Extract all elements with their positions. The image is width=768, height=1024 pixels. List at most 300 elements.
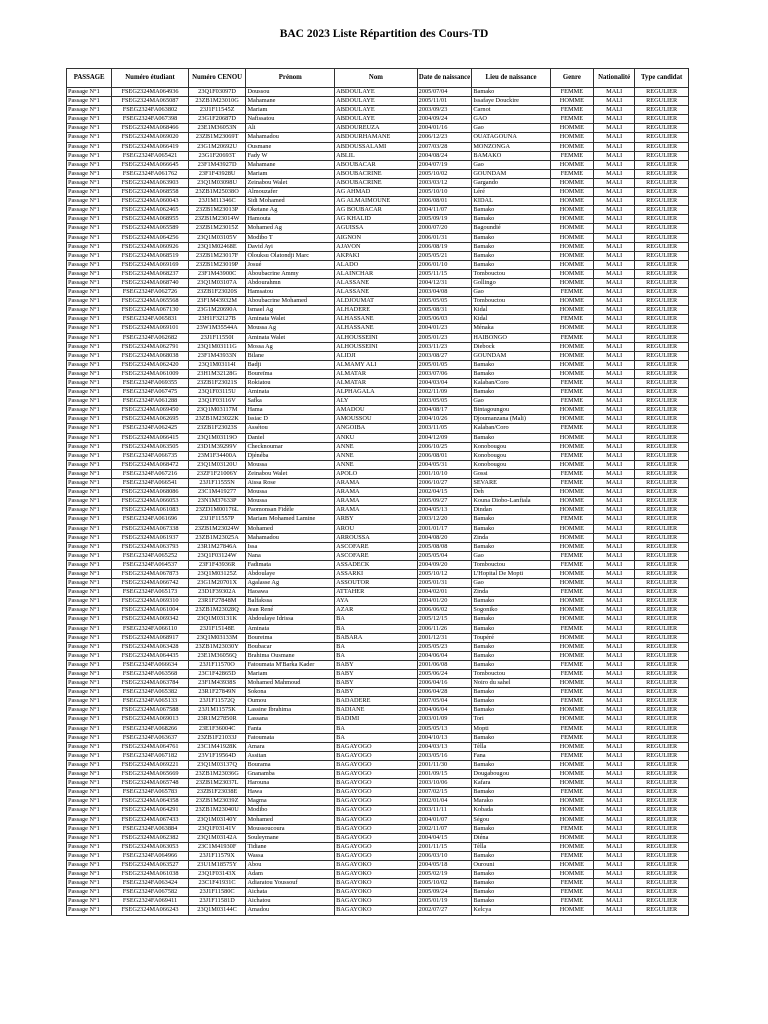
birth-date-cell: 2004/01/20 [417, 597, 472, 606]
birth-date-cell: 2005/09/27 [417, 497, 472, 506]
nationality-cell: MALI [594, 169, 635, 178]
last-name-cell: ALPHAGALA [335, 388, 418, 397]
student-number-cell: FSEG2324FA065783 [112, 788, 188, 797]
nationality-cell: MALI [594, 133, 635, 142]
birth-place-cell: Bamako [472, 242, 550, 251]
nationality-cell: MALI [594, 824, 635, 833]
birth-place-cell: Bamako [472, 388, 550, 397]
gender-cell: FEMME [550, 169, 593, 178]
last-name-cell: ALMATAR [335, 379, 418, 388]
passage-cell: Passage N°1 [67, 233, 112, 242]
birth-date-cell: 2005/05/04 [417, 551, 472, 560]
nationality-cell: MALI [594, 288, 635, 297]
table-row [67, 188, 689, 197]
passage-cell: Passage N°1 [67, 388, 112, 397]
student-number-cell: FSEG2324MA062420 [112, 360, 188, 369]
nationality-cell: MALI [594, 215, 635, 224]
candidate-type-cell: REGULIER [635, 415, 689, 424]
nationality-cell: MALI [594, 788, 635, 797]
nationality-cell: MALI [594, 397, 635, 406]
nationality-cell: MALI [594, 706, 635, 715]
candidate-type-cell: REGULIER [635, 679, 689, 688]
birth-date-cell: 2004/01/16 [417, 124, 472, 133]
gender-cell: HOMME [550, 233, 593, 242]
first-name-cell: Moussa Ag [246, 324, 335, 333]
student-number-cell: FSEG2324MA069342 [112, 615, 188, 624]
last-name-cell: AG KHALID [335, 215, 418, 224]
student-number-cell: FSEG2324MA065589 [112, 224, 188, 233]
table-row [67, 588, 689, 597]
gender-cell: HOMME [550, 97, 593, 106]
gender-cell: FEMME [550, 551, 593, 560]
candidate-type-cell: REGULIER [635, 351, 689, 360]
passage-cell: Passage N°1 [67, 324, 112, 333]
table-row [67, 251, 689, 260]
gender-cell: HOMME [550, 779, 593, 788]
gender-cell: FEMME [550, 751, 593, 760]
birth-place-cell: Bamako [472, 688, 550, 697]
cenou-number-cell: 23Q1M03120U [188, 460, 246, 469]
last-name-cell: BABARA [335, 633, 418, 642]
birth-date-cell: 2005/09/19 [417, 215, 472, 224]
passage-cell: Passage N°1 [67, 460, 112, 469]
cenou-number-cell: 23ZB1M23024W [188, 524, 246, 533]
passage-cell: Passage N°1 [67, 451, 112, 460]
last-name-cell: BAGAYOKO [335, 860, 418, 869]
student-number-cell: FSEG2324FA067182 [112, 751, 188, 760]
last-name-cell: BAGAYOKO [335, 870, 418, 879]
last-name-cell: ARAMA [335, 497, 418, 506]
cenou-number-cell: 23R1F27848M [188, 597, 246, 606]
nationality-cell: MALI [594, 715, 635, 724]
cenou-number-cell: 23J1F11581D [188, 897, 246, 906]
birth-place-cell: Bamako [472, 88, 550, 97]
passage-cell: Passage N°1 [67, 297, 112, 306]
student-number-cell: FSEG2324FA067475 [112, 388, 188, 397]
birth-place-cell: Zinda [472, 533, 550, 542]
birth-date-cell: 2003/05/16 [417, 751, 472, 760]
first-name-cell: Boureïma [246, 369, 335, 378]
first-name-cell: Checknoumar [246, 442, 335, 451]
birth-place-cell: Gao [472, 160, 550, 169]
nationality-cell: MALI [594, 542, 635, 551]
passage-cell: Passage N°1 [67, 242, 112, 251]
table-row [67, 342, 689, 351]
gender-cell: FEMME [550, 897, 593, 906]
passage-cell: Passage N°1 [67, 315, 112, 324]
birth-date-cell: 2004/05/13 [417, 506, 472, 515]
first-name-cell: Mahamadou [246, 533, 335, 542]
nationality-cell: MALI [594, 224, 635, 233]
candidate-type-cell: REGULIER [635, 342, 689, 351]
candidate-type-cell: REGULIER [635, 88, 689, 97]
last-name-cell: ALASSANE [335, 278, 418, 287]
candidate-type-cell: REGULIER [635, 369, 689, 378]
gender-cell: FEMME [550, 824, 593, 833]
birth-date-cell: 2003/04/08 [417, 288, 472, 297]
candidate-type-cell: REGULIER [635, 197, 689, 206]
nationality-cell: MALI [594, 324, 635, 333]
cenou-number-cell: 23W1M35544A [188, 324, 246, 333]
candidate-type-cell: REGULIER [635, 579, 689, 588]
candidate-type-cell: REGULIER [635, 788, 689, 797]
candidate-type-cell: REGULIER [635, 506, 689, 515]
passage-cell: Passage N°1 [67, 788, 112, 797]
passage-cell: Passage N°1 [67, 615, 112, 624]
table-row [67, 369, 689, 378]
last-name-cell: ATTAHER [335, 588, 418, 597]
gender-cell: HOMME [550, 269, 593, 278]
cenou-number-cell: 23F1M43938S [188, 679, 246, 688]
student-number-cell: FSEG2324FA063424 [112, 879, 188, 888]
gender-cell: HOMME [550, 833, 593, 842]
passage-cell: Passage N°1 [67, 278, 112, 287]
candidate-type-cell: REGULIER [635, 533, 689, 542]
birth-place-cell: Dougabougou [472, 770, 550, 779]
table-row [67, 506, 689, 515]
candidate-type-cell: REGULIER [635, 142, 689, 151]
nationality-cell: MALI [594, 697, 635, 706]
passage-cell: Passage N°1 [67, 206, 112, 215]
gender-cell: HOMME [550, 715, 593, 724]
birth-date-cell: 2004/08/17 [417, 406, 472, 415]
last-name-cell: BA [335, 651, 418, 660]
candidate-type-cell: REGULIER [635, 397, 689, 406]
gender-cell: FEMME [550, 315, 593, 324]
birth-place-cell: GAO [472, 115, 550, 124]
first-name-cell: Bilane [246, 351, 335, 360]
birth-place-cell: Gao [472, 579, 550, 588]
student-number-cell: FSEG2324MA063784 [112, 679, 188, 688]
table-row [67, 406, 689, 415]
last-name-cell: ANKU [335, 433, 418, 442]
table-row [67, 670, 689, 679]
birth-place-cell: Ménaka [472, 324, 550, 333]
table-row [67, 379, 689, 388]
last-name-cell: APOLO [335, 469, 418, 478]
birth-date-cell: 2005/06/24 [417, 670, 472, 679]
cenou-number-cell: 23Q1F03115U [188, 388, 246, 397]
last-name-cell: ALADO [335, 260, 418, 269]
birth-place-cell: Bamako [472, 524, 550, 533]
nationality-cell: MALI [594, 506, 635, 515]
passage-cell: Passage N°1 [67, 160, 112, 169]
nationality-cell: MALI [594, 624, 635, 633]
passage-cell: Passage N°1 [67, 651, 112, 660]
birth-place-cell: Gao [472, 124, 550, 133]
last-name-cell: ALHOUSSEINI [335, 333, 418, 342]
nationality-cell: MALI [594, 460, 635, 469]
first-name-cell: Aboubacrine Mohamed [246, 297, 335, 306]
candidate-type-cell: REGULIER [635, 260, 689, 269]
student-number-cell: FSEG2324MA062695 [112, 415, 188, 424]
nationality-cell: MALI [594, 806, 635, 815]
gender-cell: FEMME [550, 469, 593, 478]
birth-date-cell: 2001/11/15 [417, 842, 472, 851]
nationality-cell: MALI [594, 151, 635, 160]
last-name-cell: BAGAYOGO [335, 806, 418, 815]
last-name-cell: BABY [335, 670, 418, 679]
first-name-cell: Mohamed [246, 524, 335, 533]
passage-cell: Passage N°1 [67, 706, 112, 715]
last-name-cell: ANNE [335, 451, 418, 460]
cenou-number-cell: 23J1F11557P [188, 515, 246, 524]
first-name-cell: Badji [246, 360, 335, 369]
nationality-cell: MALI [594, 124, 635, 133]
candidate-type-cell: REGULIER [635, 670, 689, 679]
nationality-cell: MALI [594, 488, 635, 497]
gender-cell: FEMME [550, 424, 593, 433]
gender-cell: HOMME [550, 160, 593, 169]
col-header-numero-cenou: Numéro CENOU [188, 69, 246, 88]
last-name-cell: ASCOFARE [335, 551, 418, 560]
cenou-number-cell: 23Q1M03111G [188, 342, 246, 351]
candidate-type-cell: REGULIER [635, 115, 689, 124]
birth-date-cell: 2004/12/09 [417, 433, 472, 442]
passage-cell: Passage N°1 [67, 897, 112, 906]
candidate-type-cell: REGULIER [635, 588, 689, 597]
birth-date-cell: 2005/05/21 [417, 251, 472, 260]
student-number-cell: FSEG2324FA066110 [112, 624, 188, 633]
last-name-cell: ALHOUSSEINI [335, 342, 418, 351]
table-row [67, 679, 689, 688]
cenou-number-cell: 23F1M43900C [188, 269, 246, 278]
candidate-type-cell: REGULIER [635, 133, 689, 142]
table-row [67, 315, 689, 324]
table-row [67, 115, 689, 124]
birth-place-cell: Tombouctou [472, 670, 550, 679]
passage-cell: Passage N°1 [67, 579, 112, 588]
gender-cell: HOMME [550, 642, 593, 651]
table-row [67, 224, 689, 233]
cenou-number-cell: 23E1M36053N [188, 124, 246, 133]
table-row [67, 560, 689, 569]
col-header-lieu-naissance: Lieu de naissance [472, 69, 550, 88]
birth-date-cell: 2003/11/11 [417, 806, 472, 815]
last-name-cell: BAGAYOGO [335, 788, 418, 797]
last-name-cell: ABDOUREUZA [335, 124, 418, 133]
cenou-number-cell: 23R1F27849N [188, 688, 246, 697]
table-row [67, 351, 689, 360]
cenou-number-cell: 23C1M419277 [188, 488, 246, 497]
gender-cell: FEMME [550, 515, 593, 524]
first-name-cell: Jean René [246, 606, 335, 615]
birth-place-cell: Bamako [472, 888, 550, 897]
candidate-type-cell: REGULIER [635, 724, 689, 733]
birth-place-cell: Tombouctou [472, 269, 550, 278]
last-name-cell: ALASSANE [335, 288, 418, 297]
birth-date-cell: 2002/11/07 [417, 824, 472, 833]
student-number-cell: FSEG2324MA066419 [112, 142, 188, 151]
candidate-type-cell: REGULIER [635, 251, 689, 260]
birth-place-cell: Tèlla [472, 742, 550, 751]
table-row [67, 797, 689, 806]
student-number-cell: FSEG2324MA068237 [112, 269, 188, 278]
birth-place-cell: L'Hopital De Mopti [472, 569, 550, 578]
birth-date-cell: 2004/05/31 [417, 460, 472, 469]
last-name-cell: ALMAMY ALI [335, 360, 418, 369]
birth-place-cell: Bamako [472, 642, 550, 651]
candidate-type-cell: REGULIER [635, 551, 689, 560]
birth-date-cell: 2006/06/02 [417, 606, 472, 615]
last-name-cell: ABOUBACAR [335, 160, 418, 169]
candidate-type-cell: REGULIER [635, 770, 689, 779]
student-number-cell: FSEG2324FA065252 [112, 551, 188, 560]
first-name-cell: Brahima Ousmane [246, 651, 335, 660]
passage-cell: Passage N°1 [67, 642, 112, 651]
first-name-cell: Mohamed Mahmoud [246, 679, 335, 688]
nationality-cell: MALI [594, 524, 635, 533]
passage-cell: Passage N°1 [67, 397, 112, 406]
birth-date-cell: 2004/06/04 [417, 706, 472, 715]
nationality-cell: MALI [594, 278, 635, 287]
first-name-cell: Fanta [246, 724, 335, 733]
passage-cell: Passage N°1 [67, 851, 112, 860]
nationality-cell: MALI [594, 424, 635, 433]
first-name-cell: Bourama [246, 760, 335, 769]
first-name-cell: Aissa Rose [246, 479, 335, 488]
cenou-number-cell: 23ZB1M23030Y [188, 642, 246, 651]
table-row [67, 724, 689, 733]
nationality-cell: MALI [594, 633, 635, 642]
gender-cell: HOMME [550, 742, 593, 751]
table-row [67, 360, 689, 369]
nationality-cell: MALI [594, 906, 635, 915]
candidate-type-cell: REGULIER [635, 178, 689, 187]
first-name-cell: Harouna [246, 779, 335, 788]
passage-cell: Passage N°1 [67, 442, 112, 451]
cenou-number-cell: 23F1M43933N [188, 351, 246, 360]
gender-cell: FEMME [550, 851, 593, 860]
page-title: BAC 2023 Liste Répartition des Cours-TD [279, 28, 489, 40]
first-name-cell: Hamouta [246, 215, 335, 224]
passage-cell: Passage N°1 [67, 670, 112, 679]
nationality-cell: MALI [594, 315, 635, 324]
table-row [67, 388, 689, 397]
birth-place-cell: Gao [472, 288, 550, 297]
last-name-cell: AIGNON [335, 233, 418, 242]
birth-date-cell: 2007/03/28 [417, 142, 472, 151]
nationality-cell: MALI [594, 433, 635, 442]
birth-date-cell: 2005/10/02 [417, 169, 472, 178]
passage-cell: Passage N°1 [67, 879, 112, 888]
student-number-cell: FSEG2324MA063527 [112, 860, 188, 869]
last-name-cell: AROU [335, 524, 418, 533]
birth-date-cell: 2005/01/05 [417, 360, 472, 369]
nationality-cell: MALI [594, 415, 635, 424]
student-number-cell: FSEG2324MA066415 [112, 433, 188, 442]
col-header-numero-etudiant: Numéro étudiant [112, 69, 188, 88]
candidate-type-cell: REGULIER [635, 697, 689, 706]
first-name-cell: Adiaratou Youssouf [246, 879, 335, 888]
first-name-cell: Balfakssa [246, 597, 335, 606]
birth-date-cell: 2001/10/10 [417, 469, 472, 478]
student-number-cell: FSEG2324MA068558 [112, 188, 188, 197]
table-row [67, 324, 689, 333]
student-number-cell: FSEG2324MA062465 [112, 206, 188, 215]
table-row [67, 88, 689, 97]
passage-cell: Passage N°1 [67, 415, 112, 424]
birth-date-cell: 2005/08/31 [417, 306, 472, 315]
candidate-type-cell: REGULIER [635, 851, 689, 860]
passage-cell: Passage N°1 [67, 306, 112, 315]
first-name-cell: Fady W [246, 151, 335, 160]
birth-date-cell: 2004/09/20 [417, 560, 472, 569]
first-name-cell: Moussa [246, 497, 335, 506]
candidate-type-cell: REGULIER [635, 542, 689, 551]
birth-place-cell: Dindan [472, 506, 550, 515]
candidate-type-cell: REGULIER [635, 515, 689, 524]
candidate-type-cell: REGULIER [635, 188, 689, 197]
passage-cell: Passage N°1 [67, 224, 112, 233]
candidate-type-cell: REGULIER [635, 760, 689, 769]
gender-cell: HOMME [550, 124, 593, 133]
cenou-number-cell: 23G1F20687D [188, 115, 246, 124]
candidate-type-cell: REGULIER [635, 751, 689, 760]
nationality-cell: MALI [594, 551, 635, 560]
first-name-cell: Mariam [246, 169, 335, 178]
birth-date-cell: 2004/09/24 [417, 115, 472, 124]
table-row [67, 333, 689, 342]
birth-place-cell: Tori [472, 715, 550, 724]
nationality-cell: MALI [594, 142, 635, 151]
candidate-type-cell: REGULIER [635, 488, 689, 497]
first-name-cell: Ali [246, 124, 335, 133]
gender-cell: HOMME [550, 351, 593, 360]
cenou-number-cell: 23Q1M03117M [188, 406, 246, 415]
student-number-cell: FSEG2324MA064936 [112, 88, 188, 97]
cenou-number-cell: 23D1F39302A [188, 588, 246, 597]
passage-cell: Passage N°1 [67, 515, 112, 524]
table-row [67, 433, 689, 442]
birth-date-cell: 2004/04/15 [417, 833, 472, 842]
candidate-type-cell: REGULIER [635, 160, 689, 169]
birth-date-cell: 2004/01/07 [417, 815, 472, 824]
passage-cell: Passage N°1 [67, 524, 112, 533]
student-number-cell: FSEG2324FA061696 [112, 515, 188, 524]
candidate-type-cell: REGULIER [635, 460, 689, 469]
table-row [67, 451, 689, 460]
birth-date-cell: 2004/02/01 [417, 588, 472, 597]
table-row [67, 524, 689, 533]
cenou-number-cell: 23ZB1M23019P [188, 260, 246, 269]
nationality-cell: MALI [594, 197, 635, 206]
passage-cell: Passage N°1 [67, 360, 112, 369]
student-number-cell: FSEG2324MA063428 [112, 642, 188, 651]
student-number-cell: FSEG2324MA061038 [112, 870, 188, 879]
birth-place-cell: Marako [472, 797, 550, 806]
nationality-cell: MALI [594, 688, 635, 697]
gender-cell: HOMME [550, 906, 593, 915]
passage-cell: Passage N°1 [67, 751, 112, 760]
passage-cell: Passage N°1 [67, 151, 112, 160]
cenou-number-cell: 23G1F20693T [188, 151, 246, 160]
birth-date-cell: 2005/01/19 [417, 897, 472, 906]
candidate-type-cell: REGULIER [635, 406, 689, 415]
last-name-cell: AYA [335, 597, 418, 606]
first-name-cell: Hawa [246, 788, 335, 797]
gender-cell: HOMME [550, 406, 593, 415]
student-number-cell: FSEG2324MA064358 [112, 797, 188, 806]
gender-cell: HOMME [550, 579, 593, 588]
last-name-cell: ABDOULAYE [335, 115, 418, 124]
col-header-date-naissance: Date de naissance [417, 69, 472, 88]
birth-place-cell: Ségou [472, 815, 550, 824]
last-name-cell: AMOUSSOU [335, 415, 418, 424]
nationality-cell: MALI [594, 515, 635, 524]
candidate-type-cell: REGULIER [635, 97, 689, 106]
last-name-cell: BA [335, 733, 418, 742]
